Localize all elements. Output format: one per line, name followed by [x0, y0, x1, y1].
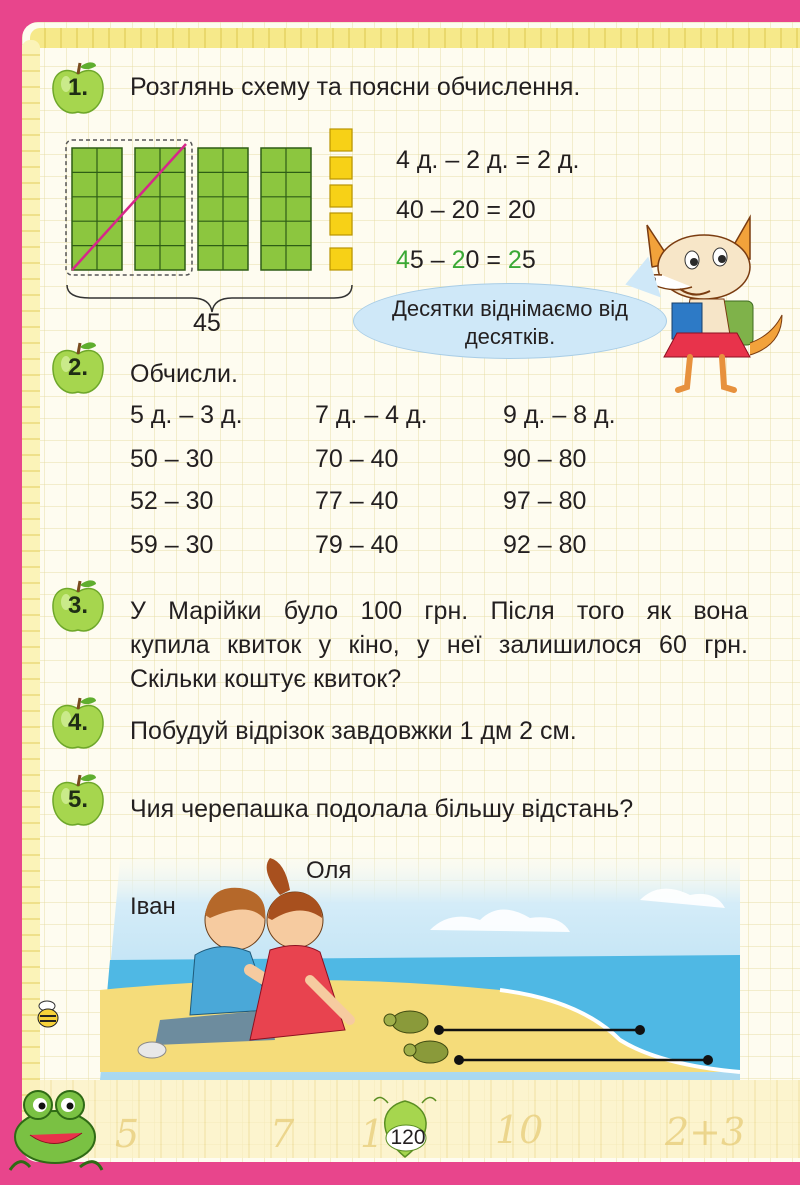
decor-number: 5 [115, 1112, 140, 1156]
equation-full: 45 – 20 = 25 [396, 246, 536, 274]
frog-icon [0, 1075, 110, 1175]
ten-block [72, 148, 122, 270]
expression: 50 – 30 [130, 445, 214, 473]
ten-block [135, 148, 185, 270]
bee-icon [33, 998, 63, 1032]
green-digit: 2 [507, 246, 522, 274]
decor-number: 2+3 [665, 1110, 746, 1154]
equation-tens-notation: 4 д. – 2 д. = 2 д. [396, 146, 580, 174]
bubble-text-line: десятків. [464, 324, 556, 349]
skirt [664, 333, 750, 357]
expression: 77 – 40 [315, 487, 399, 515]
task4-text: Побудуй відрізок завдовжки 1 дм 2 см. [130, 717, 577, 745]
expression: 5 д. – 3 д. [130, 401, 243, 429]
task-number: 2. [67, 354, 88, 381]
task3-line: Скільки коштує квиток? [130, 665, 402, 693]
page-number: 120 [390, 1126, 426, 1149]
left-decorative-strip [22, 40, 40, 1140]
expression: 79 – 40 [315, 531, 399, 559]
task-number: 1. [67, 74, 88, 101]
task-number: 5. [67, 786, 88, 813]
expression: 92 – 80 [503, 531, 587, 559]
green-digit: 2 [451, 246, 466, 274]
decor-number: 1 [360, 1112, 385, 1156]
task1-title: Розглянь схему та поясни обчислення. [130, 73, 581, 101]
brace-label: 45 [193, 309, 221, 337]
equation-round-tens: 40 – 20 = 20 [396, 196, 536, 224]
task5-text: Чия черепашка подолала більшу відстань? [130, 795, 634, 823]
name-label-ivan: Іван [130, 893, 176, 920]
task3-line: купила квиток у кіно, у неї залишилося 60 грн. [130, 631, 748, 659]
name-label-olya: Оля [306, 857, 352, 884]
green-digit: 4 [396, 246, 410, 274]
task3-line: У Марійки було 100 грн. Після того як вона [130, 597, 748, 625]
unit-cubes [330, 129, 352, 270]
beach-scene-illustration [100, 840, 750, 1080]
task-number-apple [50, 772, 106, 828]
task-number: 3. [67, 592, 88, 619]
expression: 70 – 40 [315, 445, 399, 473]
bubble-text-line: Десятки віднімаємо від [391, 296, 629, 321]
expression: 59 – 30 [130, 531, 214, 559]
task-number-apple [50, 695, 106, 751]
expression: 90 – 80 [503, 445, 587, 473]
task2-title: Обчисли. [130, 360, 238, 388]
task-number-apple [50, 340, 106, 396]
expression: 52 – 30 [130, 487, 214, 515]
task-number: 4. [67, 709, 88, 736]
expression: 7 д. – 4 д. [315, 401, 428, 429]
ten-block [261, 148, 311, 270]
speech-bubble [353, 283, 667, 359]
ten-block [198, 148, 248, 270]
expression: 97 – 80 [503, 487, 587, 515]
expression: 9 д. – 8 д. [503, 401, 616, 429]
task-number-apple [50, 60, 106, 116]
top-decorative-strip [30, 28, 800, 48]
decor-number: 10 [495, 1108, 544, 1152]
decor-number: 7 [270, 1112, 295, 1156]
task-number-apple [50, 578, 106, 634]
